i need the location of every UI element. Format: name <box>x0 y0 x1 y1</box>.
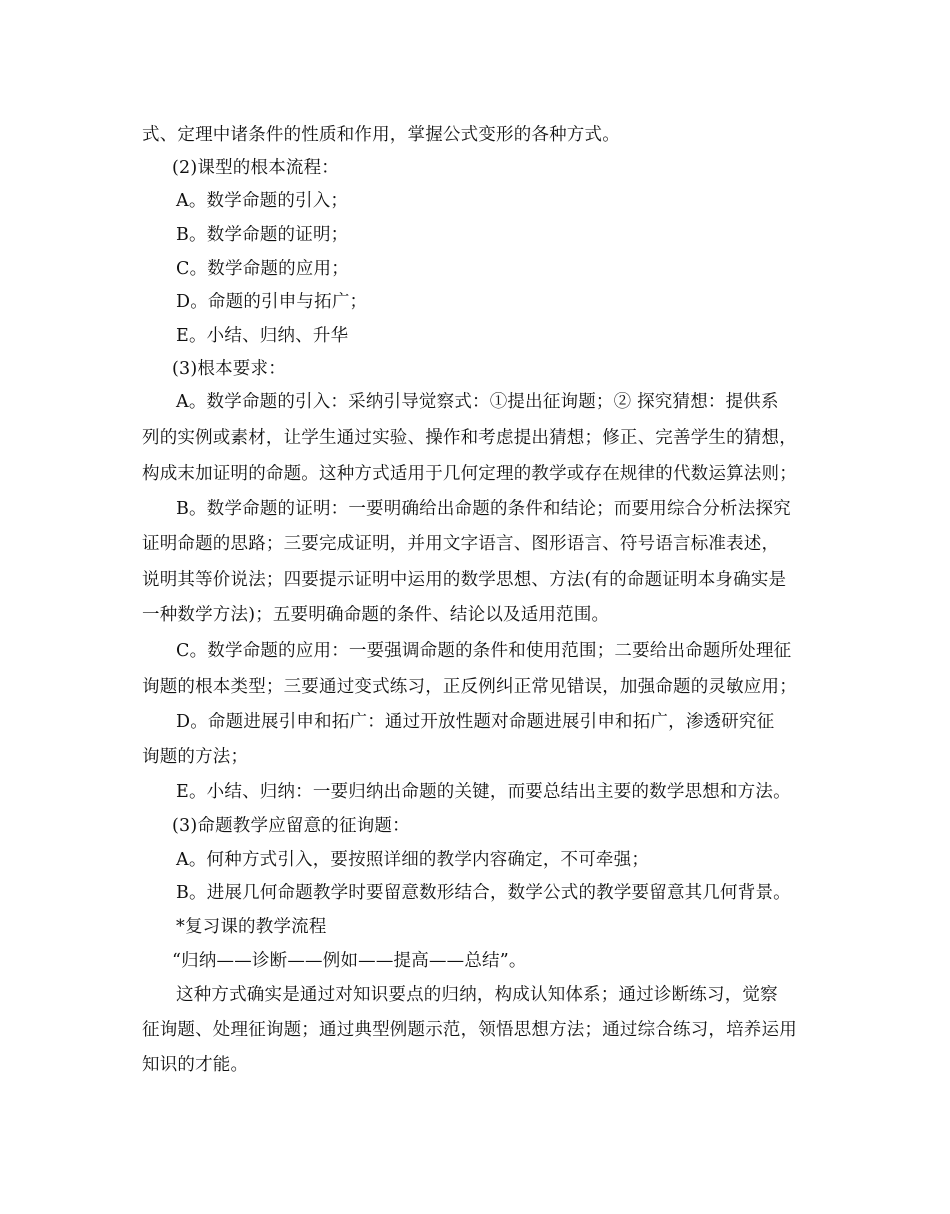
text-line: E。小结、归纳、升华 <box>176 326 349 346</box>
text-line: E。小结、归纳：一要归纳出命题的关键，而要总结出主要的数学思想和方法。 <box>176 782 791 802</box>
text-line: C。数学命题的应用：一要强调命题的条件和使用范围；二要给出命题所处理征 <box>176 641 792 661</box>
text-line: (2)课型的根本流程： <box>172 158 339 178</box>
text-line: (3)根本要求： <box>172 359 286 379</box>
text-line: 构成末加证明的命题。这种方式适用于几何定理的教学或存在规律的代数运算法则； <box>142 464 797 484</box>
text-line: “归纳——诊断——例如——提高——总结”。 <box>172 951 527 971</box>
text-line: 征询题、处理征询题；通过典型例题示范，领悟思想方法；通过综合练习，培养运用 <box>142 1020 797 1040</box>
text-line: D。命题进展引申和拓广：通过开放性题对命题进展引申和拓广，渗透研究征 <box>176 712 775 732</box>
text-line: (3)命题教学应留意的征询题： <box>172 816 410 836</box>
text-line: B。数学命题的证明：一要明确给出命题的条件和结论；而要用综合分析法探究 <box>176 499 791 519</box>
text-line: 证明命题的思路；三要完成证明，并用文字语言、图形语言、符号语言标准表述， <box>142 534 780 554</box>
text-line: 式、定理中诸条件的性质和作用，掌握公式变形的各种方式。 <box>142 125 620 145</box>
text-line: A。数学命题的引入：采纳引导觉察式：①提出征询题；② 探究猜想：提供系 <box>176 392 779 412</box>
text-line: B。进展几何命题教学时要留意数形结合，数学公式的教学要留意其几何背景。 <box>176 883 791 903</box>
text-line: 询题的方法； <box>142 747 249 767</box>
text-line: 知识的才能。 <box>142 1055 249 1075</box>
text-line: 一种数学方法)；五要明确命题的条件、结论以及适用范围。 <box>142 605 610 625</box>
text-line: 询题的根本类型；三要通过变式练习，正反例纠正常见错误，加强命题的灵敏应用； <box>142 677 797 697</box>
text-line: A。何种方式引入，要按照详细的教学内容确定，不可牵强； <box>176 850 650 870</box>
text-line: B。数学命题的证明； <box>176 225 349 245</box>
text-line: C。数学命题的应用； <box>176 259 349 279</box>
text-line: A。数学命题的引入； <box>176 191 349 211</box>
text-line: 这种方式确实是通过对知识要点的归纳，构成认知体系；通过诊断练习，觉察 <box>176 985 778 1005</box>
text-line: *复习课的教学流程 <box>176 917 327 937</box>
text-line: 列的实例或素材，让学生通过实验、操作和考虑提出猜想；修正、完善学生的猜想， <box>142 428 797 448</box>
text-line: 说明其等价说法；四要提示证明中运用的数学思想、方法(有的命题证明本身确实是 <box>142 570 787 590</box>
text-line: D。命题的引申与拓广； <box>176 292 368 312</box>
